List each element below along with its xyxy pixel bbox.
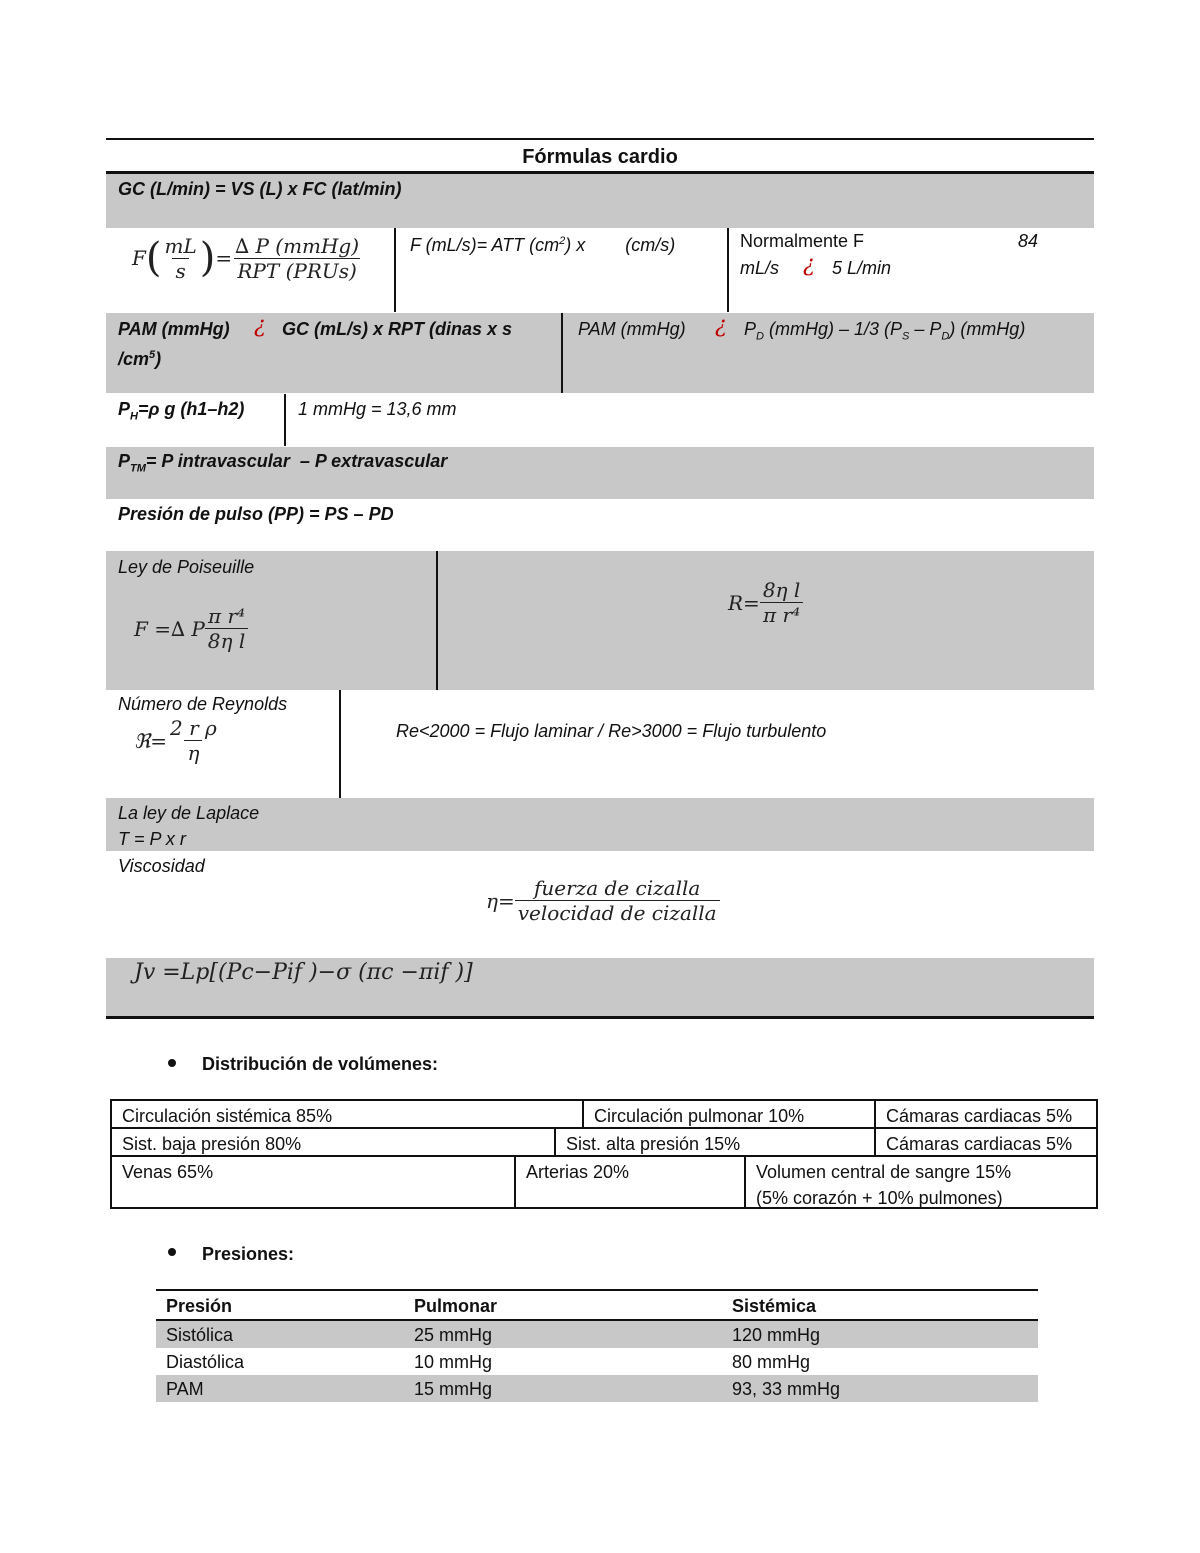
vol-cell-r1c3: Cámaras cardiacas 5% [874, 1099, 1098, 1129]
viscosity-label: Viscosidad [118, 856, 205, 876]
vol-cell-r2c2: Sist. alta presión 15% [554, 1127, 876, 1157]
flow-att: F (mL/s)= ATT $(cm^2)$ x (cm/s) [410, 235, 676, 255]
poiseuille-r-lhs: R= [728, 590, 760, 615]
vol-cell-r3c1: Venas 65% [110, 1155, 516, 1209]
viscosity-lhs: η= [486, 888, 515, 913]
normal-label: Normalmente F [740, 231, 865, 251]
poiseuille-f-den: 8η l [205, 628, 248, 653]
pressures-row-diastolica [156, 1348, 1038, 1375]
viscosity-den: velocidad de cizalla [515, 900, 720, 925]
volumes-heading: Distribución de volúmenes: [202, 1054, 439, 1074]
reynolds-label: Número de Reynolds [118, 694, 288, 714]
poiseuille-label: Ley de Poiseuille [118, 557, 255, 577]
reynolds-text: Re<2000 = Flujo laminar / Re>3000 = Flujo turbulento [396, 721, 827, 741]
vol-cell-r3c3 [744, 1155, 1098, 1209]
glyph-pam1: ¿ [254, 313, 266, 338]
cell-label: Sistólica [166, 1325, 234, 1345]
pressures-header-row [156, 1291, 1038, 1321]
normal-lmin: 5 L/min [832, 258, 892, 278]
pam1-formula: GC (mL/s) x RPT (dinas x s [282, 319, 513, 339]
poiseuille-f-lhs: F =∆ P [134, 616, 205, 641]
cell-label: Diastólica [166, 1352, 245, 1372]
pressures-heading: Presiones: [202, 1244, 295, 1264]
poiseuille-f-fraction [205, 604, 248, 653]
pam2-formula: $P_D$ (mmHg) – 1/3 $(P_S - P_D)$ (mmHg) [744, 319, 1026, 343]
poiseuille-r-den: π r⁴ [760, 602, 803, 627]
reynolds-lhs: ℜ= [134, 728, 168, 753]
flow-units-den: s [172, 258, 188, 283]
header-presion: Presión [166, 1296, 233, 1316]
glyph-normal: ¿ [803, 252, 815, 277]
gc-formula: GC (L/min) = VS (L) x FC (lat/min) [118, 179, 402, 199]
reynolds-divider [339, 690, 341, 798]
reynolds-equation [134, 716, 220, 765]
flow-equation: F ( $\frac{mL}{s}$ ) = $\frac{\text{∆ P (mmHg)}}{\text{RPT (PRUs)}}$ [132, 228, 362, 288]
vol-cell-r1c2: Circulación pulmonar 10% [582, 1099, 876, 1129]
vol-central-line1: Volumen central de sangre 15% [756, 1162, 1012, 1182]
glyph-pam2: ¿ [715, 313, 727, 338]
laplace-label: La ley de Laplace [118, 803, 260, 823]
cell-sistemica: 120 mmHg [732, 1325, 821, 1345]
normal-84: 84 [1018, 231, 1039, 251]
ph-formula: $P_H=\rho$ g (h1–h2) [118, 399, 245, 423]
pam-divider [561, 313, 563, 393]
pam2-label: PAM (mmHg) [578, 319, 686, 339]
vol-central-line2: (5% corazón + 10% pulmones) [756, 1188, 1003, 1208]
header-pulmonar: Pulmonar [414, 1296, 498, 1316]
poiseuille-r-fraction [760, 578, 803, 627]
pressures-row-sistolica [156, 1321, 1038, 1348]
flow-equals: = [215, 246, 233, 270]
cell-pulmonar: 25 mmHg [414, 1325, 493, 1345]
laplace-equation: T = P x r [118, 829, 186, 849]
pressures-table [156, 1289, 1038, 1402]
vol-cell-r2c3: Cámaras cardiacas 5% [874, 1127, 1098, 1157]
bullet-volumes [168, 1059, 176, 1067]
ph-divider [284, 394, 286, 446]
cell-label: PAM [166, 1379, 204, 1399]
flow-rhs-den: RPT (PRUs) [234, 258, 359, 283]
bullet-pressures [168, 1248, 176, 1256]
pam1-units: $/cm^5$) [118, 349, 162, 369]
vol-cell-r1c1: Circulación sistémica 85% [110, 1099, 584, 1129]
flow-rhs-num: ∆ P (mmHg) [235, 233, 360, 258]
reynolds-fraction [167, 716, 220, 765]
reynolds-num: 2 r ρ [170, 716, 217, 740]
poiseuille-r-num: 8η l [762, 578, 801, 602]
bottom-rule [106, 1016, 1094, 1019]
pressures-row-pam [156, 1375, 1038, 1402]
poiseuille-row [106, 551, 1094, 690]
ptm-formula: $P_{TM}= P$ intravascular – P extravascular [118, 451, 448, 475]
poiseuille-divider [436, 551, 438, 690]
cell-sistemica: 93, 33 mmHg [732, 1379, 841, 1399]
vol-cell-r2c1: Sist. baja presión 80% [110, 1127, 556, 1157]
cell-pulmonar: 15 mmHg [414, 1379, 493, 1399]
cell-sistemica: 80 mmHg [732, 1352, 811, 1372]
viscosity-num: fuerza de cizalla [534, 876, 701, 900]
jv-equation: Jv =Lp[(Pc−Pif )−σ (πc −πif )] [134, 960, 473, 985]
vol-cell-r3c2: Arterias 20% [514, 1155, 746, 1209]
page-title: Fórmulas cardio [522, 146, 678, 168]
pulse-pressure: Presión de pulso (PP) = PS – PD [118, 504, 394, 524]
header-sistemica: Sistémica [732, 1296, 817, 1316]
mmhg-conversion: 1 mmHg = 13,6 mm [298, 399, 457, 419]
flow-units-fraction [162, 234, 200, 283]
viscosity-equation [486, 876, 720, 925]
flow-divider-1 [394, 228, 396, 312]
poiseuille-f-equation [134, 604, 248, 653]
flow-divider-2 [727, 228, 729, 312]
poiseuille-r-equation [728, 578, 803, 627]
poiseuille-f-num: π r⁴ [207, 604, 246, 628]
flow-rhs-fraction [232, 234, 362, 283]
flow-units-num: mL [164, 233, 197, 258]
normal-mls: mL/s [740, 258, 780, 278]
viscosity-fraction [515, 876, 720, 925]
flow-f: F [132, 246, 146, 270]
top-rule [106, 138, 1094, 140]
cell-pulmonar: 10 mmHg [414, 1352, 493, 1372]
pam1-label: PAM (mmHg) [118, 319, 230, 339]
reynolds-den: η [184, 740, 202, 765]
